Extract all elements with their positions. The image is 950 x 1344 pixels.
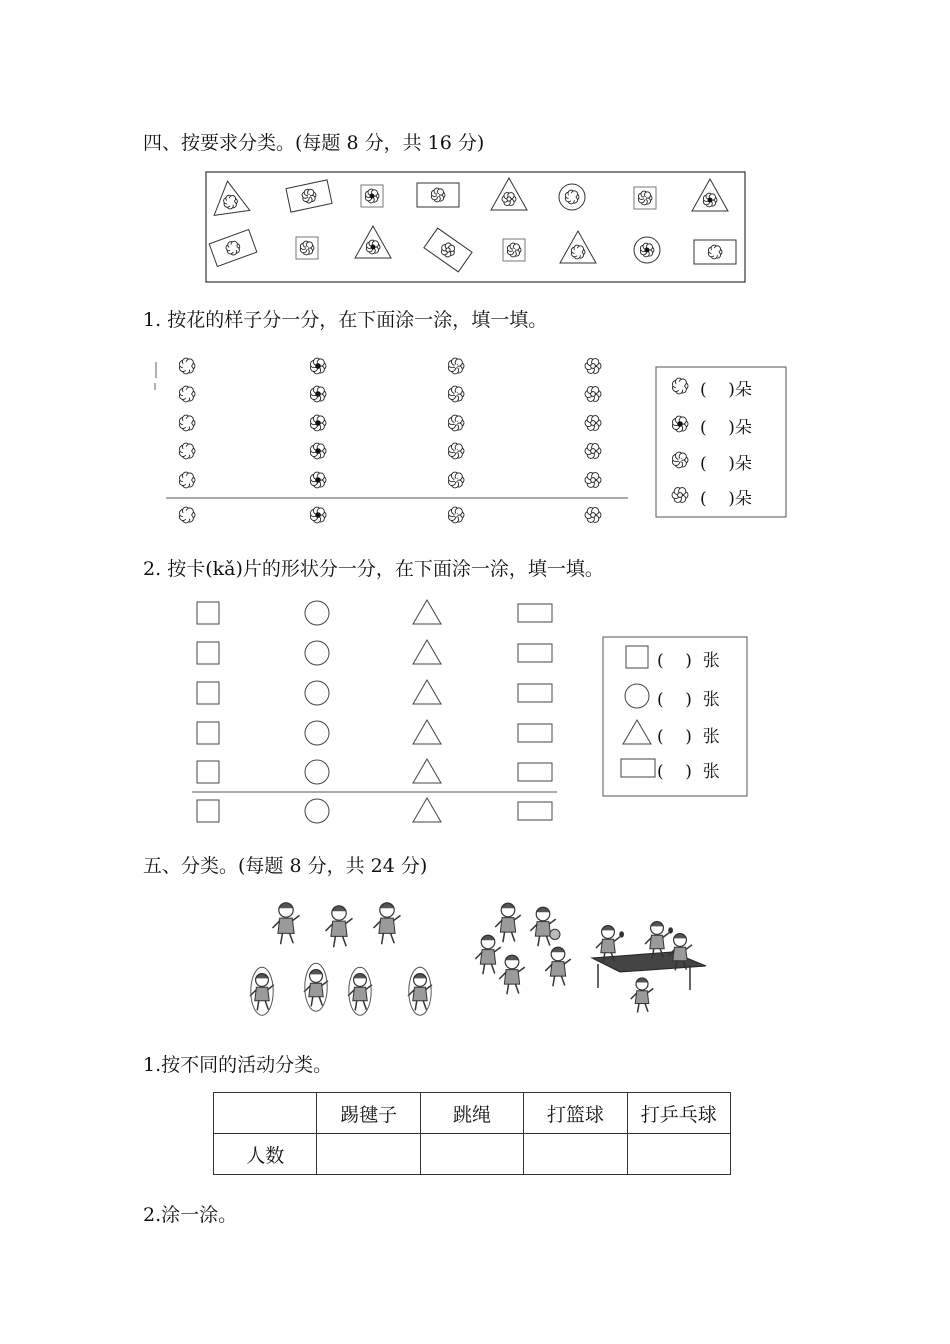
q1-text: 按花的样子分一分，在下面涂一涂，填一填。 [167,309,548,331]
card-flower-icon [300,241,314,255]
q1-legend-answer[interactable]: ( )朵 [700,489,752,509]
card-flower-icon [708,245,722,259]
card-flower-icon [439,241,458,260]
small-dotted-flower-icon [448,443,464,459]
rope-jumper-figure [250,967,274,1015]
ping-pong-table [592,952,706,972]
dark-center-flower-icon [310,358,326,374]
table-header-cell: 跳绳 [420,1093,523,1134]
open-flower-icon [179,507,195,523]
dark-center-flower-icon [672,416,688,432]
open-flower-icon [179,386,195,402]
basketball-player-figure [545,947,571,986]
basketball-player-figure [475,935,501,974]
shape-card [355,226,391,258]
q1-question [143,305,547,332]
rectangle-icon [621,759,655,777]
card-flower-icon [502,193,516,206]
card-flower-icon [565,190,579,204]
shape-card [634,187,656,209]
q2-number: 2. [143,558,162,580]
round-petal-flower-icon [585,416,601,431]
rope-jumper-figure [408,967,432,1015]
card-flower-icon [224,239,242,257]
section5-heading: 五、分类。(每题 8 分，共 24 分) [143,855,428,877]
basketball-player-figure [499,955,525,994]
triangle-icon [413,759,441,783]
shape-card [210,179,250,216]
table-row [214,1134,731,1175]
activity-table [213,1092,731,1175]
answer-cell[interactable] [317,1134,420,1175]
q1-legend-answer[interactable]: ( )朵 [700,418,752,438]
table-header-cell: 打篮球 [524,1093,627,1134]
dark-center-flower-icon [310,472,326,488]
card-flower-icon [301,188,317,204]
q1-legend-answer[interactable]: ( )朵 [700,380,752,400]
children-activities-illustration [240,880,710,1030]
dark-center-flower-icon [310,415,326,431]
small-dotted-flower-icon [672,452,688,468]
rope-jumper-figure [348,967,372,1015]
table-header-cell: 打乒乓球 [627,1093,730,1134]
square-icon [626,646,648,668]
row-label-cell: 人数 [214,1134,317,1175]
table-header-cell: 踢毽子 [317,1093,420,1134]
shape-card [286,180,332,212]
rectangle-icon [518,644,552,662]
card-flower-icon [640,243,654,257]
section5-q2: 2.涂一涂。 [143,1204,238,1226]
q2-text: 按卡(kǎ)片的形状分一分，在下面涂一涂，填一填。 [167,558,604,580]
circle-icon [305,799,329,823]
q2-legend-answer[interactable]: ( ) 张 [657,651,720,671]
round-petal-flower-icon [585,387,601,402]
circle-icon [625,684,649,708]
shape-card [634,237,660,263]
answer-cell[interactable] [627,1134,730,1175]
circle-icon [305,681,329,705]
card-flower-icon [365,189,379,203]
small-dotted-flower-icon [448,415,464,431]
q2-legend-answer[interactable]: ( ) 张 [657,690,720,710]
q2-legend-answer[interactable]: ( ) 张 [657,727,720,747]
small-dotted-flower-icon [448,507,464,523]
shape-card [560,231,596,263]
shape-card [296,237,318,259]
basketball-player-figure [530,907,560,946]
shape-card [361,185,383,207]
shape-card [424,228,472,272]
square-icon [197,642,219,664]
card-flower-icon [638,191,652,205]
square-icon [197,722,219,744]
triangle-icon [623,720,651,744]
dark-center-flower-icon [310,386,326,402]
q1-legend-answer[interactable]: ( )朵 [700,454,752,474]
open-flower-icon [672,378,688,394]
triangle-icon [413,600,441,624]
card-flower-icon [431,188,445,202]
rectangle-icon [518,604,552,622]
rectangle-icon [518,802,552,820]
card-flower-icon [507,243,521,257]
section5-q1: 1.按不同的活动分类。 [143,1054,333,1076]
shuttlecock-kicker-figure [273,903,300,944]
triangle-icon [413,720,441,744]
round-petal-flower-icon [585,359,601,374]
rope-jumper-figure [304,963,328,1011]
q1-number: 1. [143,309,162,331]
square-icon [197,800,219,822]
open-flower-icon [179,443,195,459]
shape-card [209,230,257,267]
shape-card [559,184,585,210]
triangle-icon [413,680,441,704]
round-petal-flower-icon [672,488,688,503]
square-icon [197,761,219,783]
shape-card [503,239,525,261]
square-icon [197,682,219,704]
card-flower-icon [571,245,585,259]
q2-question [143,554,604,581]
round-petal-flower-icon [585,508,601,523]
rectangle-icon [518,684,552,702]
table-header-cell [214,1093,317,1134]
small-dotted-flower-icon [448,472,464,488]
card-flower-icon [366,240,380,254]
open-flower-icon [179,415,195,431]
small-dotted-flower-icon [448,358,464,374]
circle-icon [305,760,329,784]
rectangle-icon [518,763,552,781]
open-flower-icon [179,358,195,374]
round-petal-flower-icon [585,473,601,488]
open-flower-icon [179,472,195,488]
card-flower-icon [703,193,717,207]
card-flower-icon [223,194,238,210]
square-icon [197,602,219,624]
shuttlecock-kicker-figure [326,906,353,947]
shape-card [491,178,527,210]
answer-cell[interactable] [420,1134,523,1175]
shape-card [694,240,736,264]
section4-heading: 四、按要求分类。(每题 8 分，共 16 分) [143,132,485,154]
round-petal-flower-icon [585,444,601,459]
ping-pong-player-figure [631,978,654,1013]
q2-legend-answer[interactable]: ( ) 张 [657,762,720,782]
dark-center-flower-icon [310,443,326,459]
circle-icon [305,601,329,625]
rectangle-icon [518,724,552,742]
dark-center-flower-icon [310,507,326,523]
table-header-row [214,1093,731,1134]
basketball-player-figure [495,903,521,942]
circle-icon [305,721,329,745]
triangle-icon [413,798,441,822]
triangle-icon [413,640,441,664]
shape-card [692,179,728,211]
answer-cell[interactable] [524,1134,627,1175]
circle-icon [305,641,329,665]
shape-card [417,183,459,207]
small-dotted-flower-icon [448,386,464,402]
shuttlecock-kicker-figure [374,903,401,944]
